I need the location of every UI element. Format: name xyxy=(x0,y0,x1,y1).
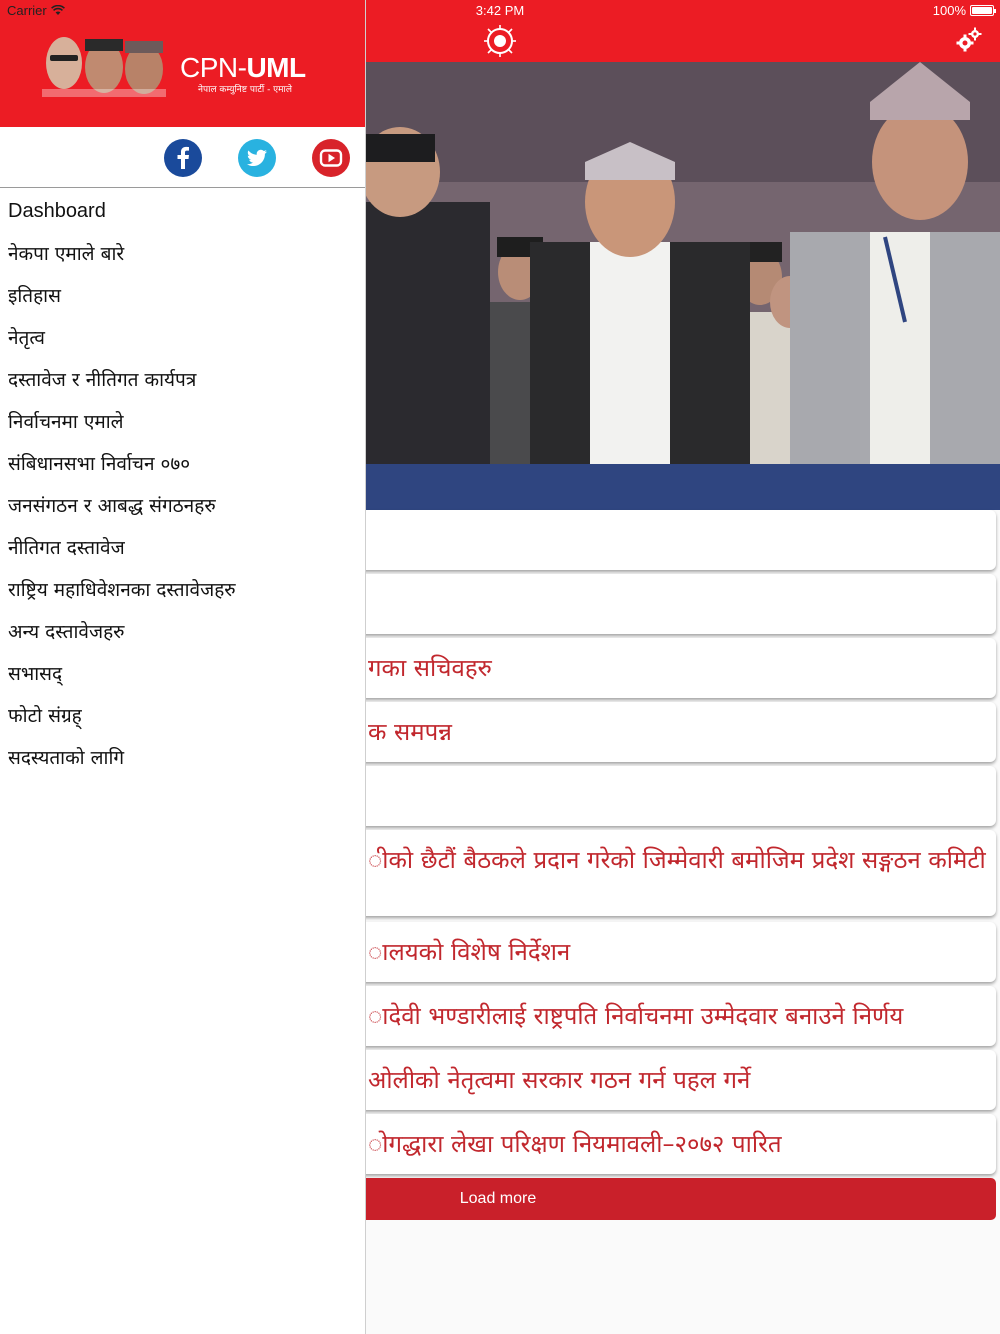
navigation-drawer xyxy=(0,0,366,1334)
clock: 3:42 PM xyxy=(475,3,525,18)
battery-level xyxy=(972,7,992,14)
battery-icon xyxy=(970,5,994,16)
news-title: गका सचिवहरु xyxy=(368,654,492,682)
menu-item-policy-documents[interactable]: नीतिगत दस्तावेज xyxy=(8,537,125,559)
brand-wordmark xyxy=(180,52,306,84)
news-title: ओलीको नेतृत्वमा सरकार गठन गर्न पहल गर्ने xyxy=(368,1066,751,1094)
news-title: ालयको विशेष निर्देशन xyxy=(368,938,571,966)
menu-item-dashboard[interactable]: Dashboard xyxy=(8,199,106,222)
twitter-icon[interactable] xyxy=(238,139,276,177)
brand-prefix: CPN- xyxy=(180,52,247,83)
carrier-label: Carrier xyxy=(7,3,47,18)
menu-item-other-documents[interactable]: अन्य दस्तावेजहरु xyxy=(8,621,125,643)
settings-gear-icon[interactable] xyxy=(956,27,982,53)
status-bar xyxy=(0,0,1000,22)
menu-item-history[interactable]: इतिहास xyxy=(8,285,61,307)
menu-item-elections[interactable]: निर्वाचनमा एमाले xyxy=(8,411,124,433)
facebook-icon[interactable] xyxy=(164,139,202,177)
menu-item-about[interactable]: नेकपा एमाले बारे xyxy=(8,243,125,265)
menu-item-leadership[interactable]: नेतृत्व xyxy=(8,327,45,349)
party-logo-icon xyxy=(483,25,517,57)
menu-item-membership[interactable]: सदस्यताको लागि xyxy=(8,747,125,769)
news-title: ोगद्धारा लेखा परिक्षण नियमावली–२०७२ पारित xyxy=(368,1130,782,1158)
brand-subtitle: नेपाल कम्युनिष्ट पार्टी - एमाले xyxy=(198,85,292,95)
youtube-icon[interactable] xyxy=(312,139,350,177)
news-title: क समपन्न xyxy=(368,718,452,746)
battery-status xyxy=(933,3,994,18)
drawer-menu xyxy=(0,190,366,778)
news-title: ादेवी भण्डारीलाई राष्ट्रपति निर्वाचनमा उम्मेदवार बनाउने निर्णय xyxy=(368,1002,904,1030)
menu-item-constituent-assembly[interactable]: संबिधानसभा निर्वाचन ०७० xyxy=(8,453,191,475)
brand-strong: UML xyxy=(246,52,306,83)
battery-percent: 100% xyxy=(932,3,966,18)
party-leaders-portraits xyxy=(42,33,166,97)
social-links xyxy=(0,127,366,188)
load-more-button[interactable]: Load more xyxy=(0,1178,996,1220)
news-title: ीको छैटौं बैठकले प्रदान गरेको जिम्मेवारी बमोजिम प्रदेश सङ्गठन कमिटी xyxy=(368,846,986,874)
menu-item-mass-organizations[interactable]: जनसंगठन र आबद्ध संगठनहरु xyxy=(8,495,216,517)
menu-item-members[interactable]: सभासद् xyxy=(8,663,63,685)
menu-item-convention-documents[interactable]: राष्ट्रिय महाधिवेशनका दस्तावेजहरु xyxy=(8,579,236,601)
menu-item-documents-policy[interactable]: दस्तावेज र नीतिगत कार्यपत्र xyxy=(8,369,197,391)
menu-item-photo-gallery[interactable]: फोटो संग्रह् xyxy=(8,705,82,727)
